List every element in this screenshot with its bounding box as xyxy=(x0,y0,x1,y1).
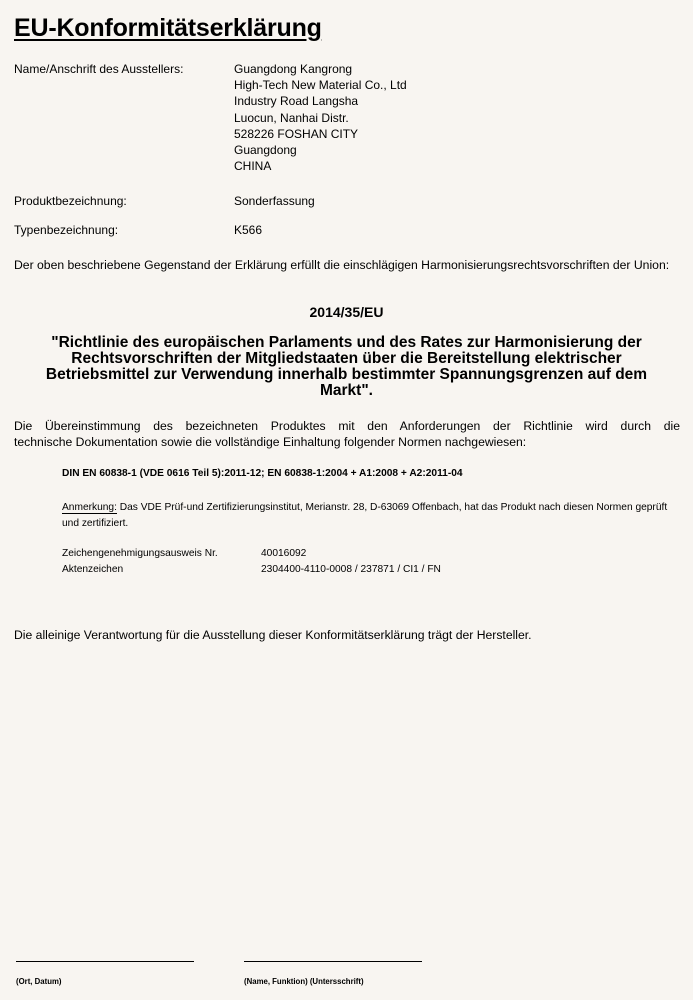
note-label: Anmerkung: xyxy=(62,502,117,513)
responsibility-statement: Die alleinige Verantwortung für die Ausstellung dieser Konformitätserklärung trägt der Hersteller. xyxy=(14,628,532,642)
address-line: 528226 FOSHAN CITY xyxy=(234,126,359,141)
approval-value: 40016092 xyxy=(261,548,307,559)
signature-label-place-date: (Ort, Datum) xyxy=(16,977,62,986)
directive-number: 2014/35/EU xyxy=(309,304,384,320)
address-line: High-Tech New Material Co., Ltd xyxy=(234,78,407,93)
type-value: K566 xyxy=(234,223,263,237)
product-value: Sonderfassung xyxy=(234,194,315,208)
signature-line-place-date xyxy=(16,961,194,962)
file-value: 2304400-4110-0008 / 237871 / CI1 / FN xyxy=(261,564,441,575)
issuer-address xyxy=(234,61,407,174)
approval-label: Zeichengenehmigungsausweis Nr. xyxy=(62,548,218,559)
evidence-statement xyxy=(14,418,680,450)
evidence-line-2: technische Dokumentation sowie die vollständige Einhaltung folgender Normen nachgewiesen: xyxy=(14,435,527,449)
address-line: Guangdong xyxy=(234,143,297,158)
address-line: Guangdong Kangrong xyxy=(234,62,353,76)
directive-title: "Richtlinie des europäischen Parlaments und des Rates zur Harmonisierung der Rechtsvorschriften der Mitgliedstaaten über die Bereitstellung elektrischer Betriebsmittel zur Verwendung innerhalb bestimmter Spannungsgrenzen auf dem Markt". xyxy=(45,334,648,399)
address-line: CHINA xyxy=(234,159,272,174)
product-label: Produktbezeichnung: xyxy=(14,194,127,208)
issuer-label: Name/Anschrift des Ausstellers: xyxy=(14,62,184,76)
address-line: Industry Road Langsha xyxy=(234,94,359,109)
address-line: Luocun, Nanhai Distr. xyxy=(234,110,349,125)
note-text: Das VDE Prüf-und Zertifizierungsinstitut, Merianstr. 28, D-63069 Offenbach, hat das Produkt nach diesen Normen geprüft und zertifiziert. xyxy=(62,502,668,529)
standards-list: DIN EN 60838-1 (VDE 0616 Teil 5):2011-12; EN 60838-1:2004 + A1:2008 + A2:2011-04 xyxy=(62,468,463,479)
file-label: Aktenzeichen xyxy=(62,564,124,575)
evidence-line-1: Die Übereinstimmung des bezeichneten Produktes mit den Anforderungen der Richtlinie wird durch die xyxy=(14,419,680,433)
signature-label-name: (Name, Funktion) (Untersschrift) xyxy=(244,977,364,986)
type-label: Typenbezeichnung: xyxy=(14,223,119,237)
conformity-statement: Der oben beschriebene Gegenstand der Erklärung erfüllt die einschlägigen Harmonisierungsrechtsvorschriften der Union: xyxy=(14,258,670,272)
certification-note xyxy=(62,500,674,532)
document-title: EU-Konformitätserklärung xyxy=(14,14,322,42)
signature-line-name xyxy=(244,961,422,962)
